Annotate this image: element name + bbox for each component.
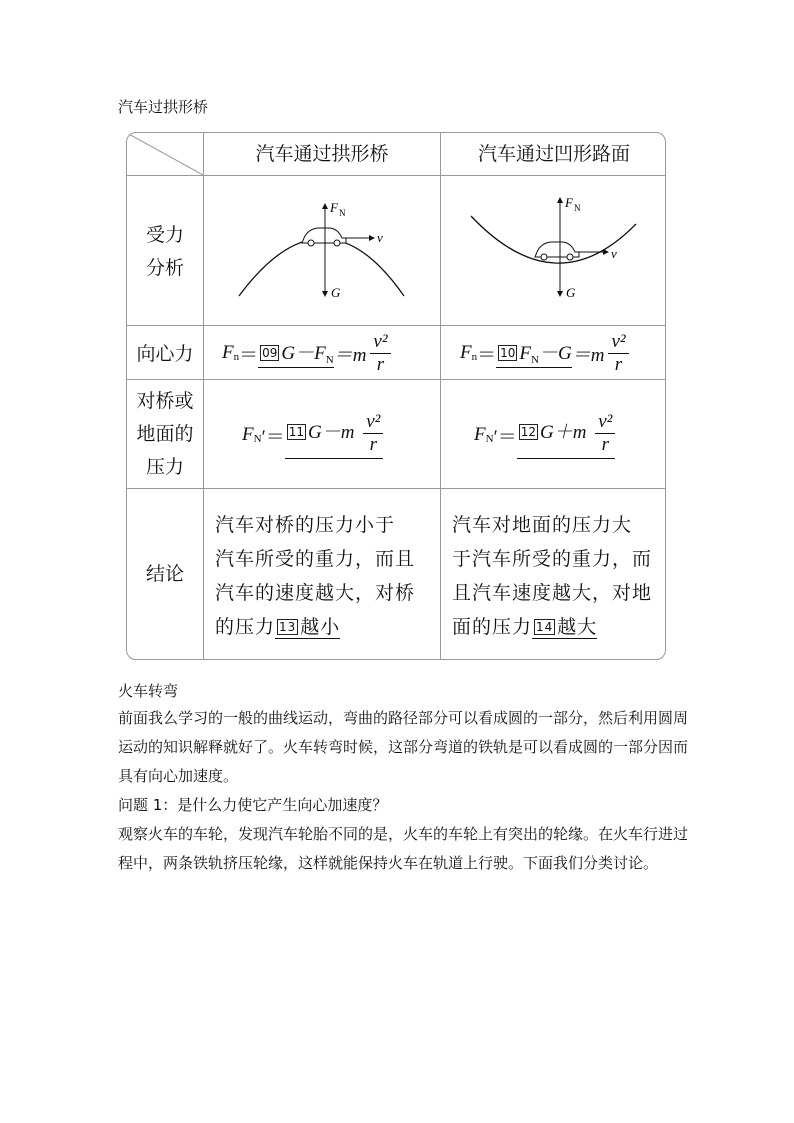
section-title-train-turning: 火车转弯 <box>118 682 179 700</box>
paragraph-wheels: 观察火车的车轮，发现汽车轮胎不同的是，火车的车轮上有突出的轮缘。在火车行进过程中，两条铁轨挤压轮缘，这样就能保持火车在轨道上行驶。下面我们分类讨论。 <box>118 825 689 872</box>
fn-label: F <box>330 200 338 215</box>
answer-10: 10 $F_N-G$ <box>496 338 572 368</box>
centripetal-formula-arch: F n ＝ 09 $G-F_N$ ＝m $\frac{\text{v²}}{r}$ <box>222 329 391 377</box>
conclusion-arch: 汽车对桥的压力小于 汽车所受的重力，而且 汽车的速度越大，对桥 的压力 13 越小 <box>215 514 416 638</box>
fn-label: F <box>565 195 573 210</box>
header-arch-bridge: 汽车通过拱形桥 <box>255 143 389 165</box>
pressure-formula-arch: F N ′＝ 11 G－m $\frac{\text{v²}}{r}$ <box>242 405 383 465</box>
row-label-centripetal: 向心力 <box>136 343 194 365</box>
diagonal-header-cell <box>127 133 203 175</box>
section-title-arch-bridge: 汽车过拱形桥 <box>118 98 209 116</box>
arch-bridge-curve <box>239 239 404 297</box>
answer-14: 14 越大 <box>532 616 597 639</box>
arch-bridge-diagram <box>204 176 440 325</box>
row-label-conclusion: 结论 <box>145 563 184 585</box>
conclusion-concave: 汽车对地面的压力大 于汽车所受的重力，而 且汽车速度越大，对地 面的压力 14 越大 <box>452 514 653 638</box>
row-label-pressure: 对桥或 地面的 压力 <box>136 390 194 478</box>
row-label-force-analysis: 受力 分析 <box>145 224 184 279</box>
svg-text:N: N <box>574 203 581 213</box>
pressure-formula-concave: F N ′＝ 12 G＋m $\frac{\text{v²}}{r}$ <box>474 405 615 465</box>
centripetal-formula-concave: F n ＝ 10 $F_N-G$ ＝m $\frac{\text{v²}}{r}$ <box>460 329 629 377</box>
concave-road-diagram <box>441 176 666 325</box>
car-icon <box>535 242 579 260</box>
comparison-table <box>126 132 666 660</box>
answer-09: 09 $G-F_N$ <box>258 338 334 368</box>
v-label: v <box>611 246 617 261</box>
v-label: v <box>377 230 383 245</box>
svg-text:N: N <box>339 208 346 218</box>
g-label: G <box>566 285 576 300</box>
question-1: 问题 1：是什么力使它产生向心加速度？ <box>118 796 388 814</box>
answer-11: 11 G－m $\frac{\text{v²}}{r}$ <box>285 411 384 459</box>
paragraph-intro: 前面我么学习的一般的曲线运动，弯曲的路径部分可以看成圆的一部分，然后利用圆周运动的知识解释就好了。火车转弯时候，这部分弯道的铁轨是可以看成圆的一部分因而具有向心加速度。 <box>118 709 689 785</box>
answer-12: 12 G＋m $\frac{\text{v²}}{r}$ <box>517 411 616 459</box>
header-concave-road: 汽车通过凹形路面 <box>477 143 630 165</box>
car-icon <box>302 228 346 246</box>
g-label: G <box>331 285 341 300</box>
answer-13: 13 越小 <box>275 616 340 639</box>
